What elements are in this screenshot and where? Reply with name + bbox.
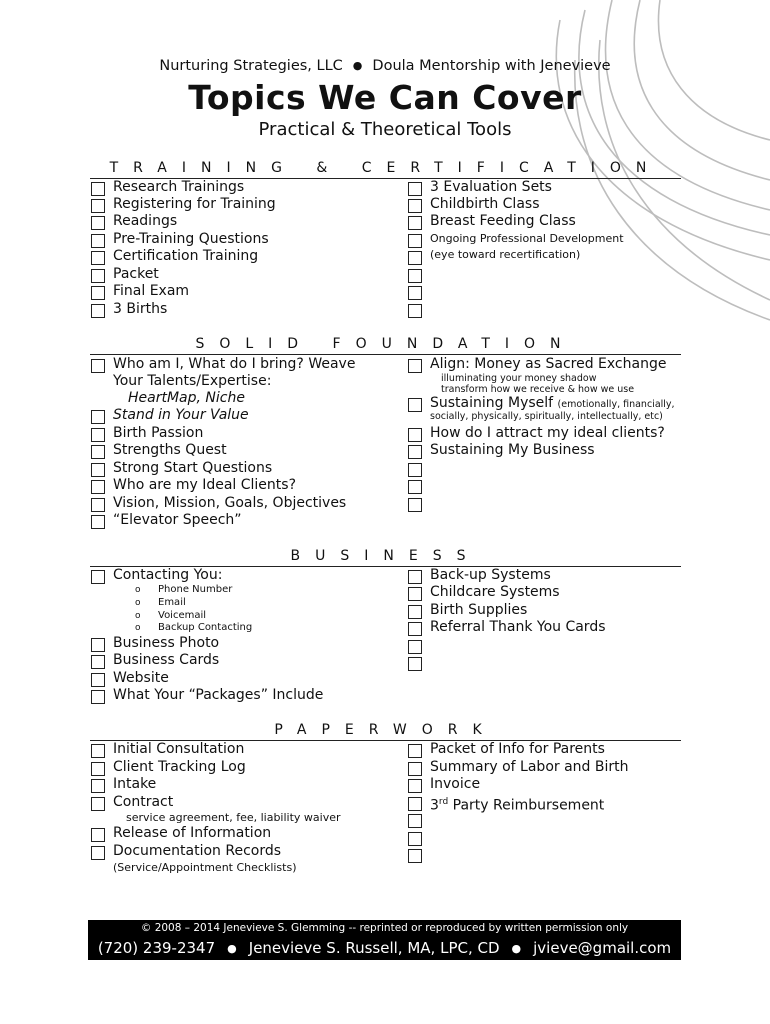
list-item: Invoice bbox=[430, 776, 481, 792]
sub-list-item bbox=[135, 584, 232, 596]
checkbox[interactable] bbox=[408, 398, 422, 412]
sub-bullet-marker: o bbox=[135, 623, 141, 633]
list-item: “Elevator Speech” bbox=[113, 512, 242, 528]
section-heading-training: TRAINING & CERTIFICATION bbox=[109, 160, 662, 176]
checkbox[interactable] bbox=[408, 762, 422, 776]
organization-line bbox=[0, 58, 770, 74]
checkbox[interactable] bbox=[91, 744, 105, 758]
list-item: 3 Births bbox=[113, 301, 168, 317]
checkbox[interactable] bbox=[91, 216, 105, 230]
checkbox[interactable] bbox=[408, 849, 422, 863]
list-item: Certification Training bbox=[113, 248, 259, 264]
sub-list-item-text: Backup Contacting bbox=[158, 622, 253, 633]
list-item: Who are my Ideal Clients? bbox=[113, 477, 296, 493]
bullet-separator: ● bbox=[511, 942, 522, 955]
checkbox[interactable] bbox=[408, 744, 422, 758]
list-item: Childbirth Class bbox=[430, 196, 540, 212]
list-item: Sustaining My Business bbox=[430, 442, 595, 458]
email-address: jvieve@gmail.com bbox=[533, 939, 672, 957]
list-item: Back-up Systems bbox=[430, 567, 551, 583]
heartmap-text: HeartMap, Niche bbox=[128, 390, 245, 406]
list-item: Breast Feeding Class bbox=[430, 213, 576, 229]
checkbox[interactable] bbox=[91, 846, 105, 860]
sub-list-item bbox=[135, 610, 206, 622]
checkbox[interactable] bbox=[91, 463, 105, 477]
checkbox[interactable] bbox=[408, 182, 422, 196]
checkbox[interactable] bbox=[408, 605, 422, 619]
list-item-note: transform how we receive & how we use bbox=[441, 384, 635, 395]
list-item bbox=[430, 395, 675, 412]
checkbox[interactable] bbox=[408, 199, 422, 213]
checkbox[interactable] bbox=[408, 428, 422, 442]
checkbox[interactable] bbox=[408, 587, 422, 601]
list-item: Final Exam bbox=[113, 283, 190, 299]
list-item: Initial Consultation bbox=[113, 741, 245, 757]
checkbox[interactable] bbox=[91, 445, 105, 459]
checkbox[interactable] bbox=[408, 570, 422, 584]
bullet-separator: ● bbox=[352, 59, 363, 72]
checkbox[interactable] bbox=[408, 463, 422, 477]
checkbox[interactable] bbox=[408, 445, 422, 459]
checkbox[interactable] bbox=[91, 673, 105, 687]
list-item-note: (Service/Appointment Checklists) bbox=[113, 861, 297, 874]
list-item: Pre-Training Questions bbox=[113, 231, 269, 247]
checkbox[interactable] bbox=[91, 638, 105, 652]
checkbox[interactable] bbox=[408, 640, 422, 654]
list-item: Registering for Training bbox=[113, 196, 276, 212]
page-subtitle: Practical & Theoretical Tools bbox=[258, 119, 512, 140]
ordinal-suffix: rd bbox=[438, 797, 449, 807]
section-heading-foundation: SOLID FOUNDATION bbox=[195, 336, 576, 352]
checkbox[interactable] bbox=[91, 655, 105, 669]
sub-list-item-text: Email bbox=[158, 597, 186, 608]
copyright-notice: © 2008 – 2014 Jenevieve S. Glemming -- reprinted or reproduced by written permission only bbox=[140, 922, 629, 934]
list-item: Business Cards bbox=[113, 652, 220, 668]
list-item: Release of Information bbox=[113, 825, 272, 841]
checkbox[interactable] bbox=[408, 304, 422, 318]
checkbox[interactable] bbox=[91, 182, 105, 196]
author-name: Jenevieve S. Russell, MA, LPC, CD bbox=[248, 939, 500, 957]
checkbox[interactable] bbox=[91, 762, 105, 776]
list-item: Client Tracking Log bbox=[113, 759, 246, 775]
contact-line bbox=[88, 939, 681, 957]
sustaining-myself-text: Sustaining Myself bbox=[430, 395, 554, 411]
list-item: Packet of Info for Parents bbox=[430, 741, 605, 757]
list-item: Research Trainings bbox=[113, 179, 245, 195]
stand-in-value-text: Stand in Your Value bbox=[113, 407, 249, 423]
list-item: What Your “Packages” Include bbox=[113, 687, 324, 703]
checkbox[interactable] bbox=[408, 814, 422, 828]
checkbox[interactable] bbox=[408, 251, 422, 265]
checkbox[interactable] bbox=[91, 570, 105, 584]
list-item: Align: Money as Sacred Exchange bbox=[430, 356, 667, 372]
list-item: Strong Start Questions bbox=[113, 460, 273, 476]
list-item: 3 Evaluation Sets bbox=[430, 179, 552, 195]
checkbox[interactable] bbox=[91, 251, 105, 265]
checkbox[interactable] bbox=[408, 498, 422, 512]
checkbox[interactable] bbox=[408, 480, 422, 494]
program-name: Doula Mentorship with Jenevieve bbox=[372, 58, 611, 74]
section-heading-paperwork: PAPERWORK bbox=[274, 722, 497, 738]
checkbox[interactable] bbox=[408, 779, 422, 793]
checkbox[interactable] bbox=[408, 622, 422, 636]
checkbox[interactable] bbox=[91, 286, 105, 300]
checkbox[interactable] bbox=[91, 498, 105, 512]
checkbox[interactable] bbox=[91, 779, 105, 793]
checkbox[interactable] bbox=[91, 269, 105, 283]
checkbox[interactable] bbox=[91, 480, 105, 494]
list-item: Who am I, What do I bring? Weave bbox=[113, 356, 356, 372]
list-item-continued bbox=[128, 390, 245, 407]
footer-bar bbox=[88, 920, 681, 960]
list-item-note: illuminating your money shadow bbox=[441, 373, 597, 384]
org-name: Nurturing Strategies, LLC bbox=[159, 58, 343, 74]
checkbox[interactable] bbox=[408, 797, 422, 811]
list-item-note: (emotionally, financially, bbox=[557, 399, 675, 410]
checkbox[interactable] bbox=[408, 832, 422, 846]
list-item: Referral Thank You Cards bbox=[430, 619, 606, 635]
phone-number: (720) 239-2347 bbox=[97, 939, 216, 957]
list-item: Contract bbox=[113, 794, 174, 810]
sub-list-item bbox=[135, 597, 186, 609]
bullet-separator: ● bbox=[227, 942, 237, 955]
checkbox[interactable] bbox=[91, 690, 105, 704]
list-item: Contacting You: bbox=[113, 567, 223, 583]
checkbox[interactable] bbox=[408, 269, 422, 283]
list-item-note: (eye toward recertification) bbox=[430, 248, 581, 261]
list-item bbox=[430, 794, 604, 815]
reimbursement-text: Party Reimbursement bbox=[452, 797, 605, 814]
sub-bullet-marker: o bbox=[135, 585, 141, 595]
checkbox[interactable] bbox=[408, 359, 422, 373]
list-item-note: socially, physically, spiritually, intellectually, etc) bbox=[430, 411, 663, 422]
sub-list-item bbox=[135, 622, 252, 634]
page-title: Topics We Can Cover bbox=[188, 78, 582, 117]
checkbox[interactable] bbox=[91, 797, 105, 811]
list-item: Website bbox=[113, 670, 169, 686]
sub-bullet-marker: o bbox=[135, 611, 141, 621]
checkbox[interactable] bbox=[91, 428, 105, 442]
list-item: How do I attract my ideal clients? bbox=[430, 425, 665, 441]
list-item: Vision, Mission, Goals, Objectives bbox=[113, 495, 347, 511]
checkbox[interactable] bbox=[91, 359, 105, 373]
checkbox[interactable] bbox=[91, 234, 105, 248]
checkbox[interactable] bbox=[408, 216, 422, 230]
ordinal-number: 3 bbox=[430, 797, 439, 814]
list-item bbox=[113, 407, 249, 424]
sub-list-item-text: Phone Number bbox=[158, 584, 233, 595]
list-item: Business Photo bbox=[113, 635, 220, 651]
list-item: Ongoing Professional Development bbox=[430, 232, 624, 245]
checkbox[interactable] bbox=[408, 286, 422, 300]
checkbox[interactable] bbox=[91, 304, 105, 318]
list-item: Childcare Systems bbox=[430, 584, 560, 600]
checkbox[interactable] bbox=[91, 199, 105, 213]
list-item: Birth Supplies bbox=[430, 602, 528, 618]
section-rule bbox=[90, 354, 681, 355]
checkbox[interactable] bbox=[91, 828, 105, 842]
checkbox[interactable] bbox=[91, 410, 105, 424]
sub-list-item-text: Voicemail bbox=[158, 610, 207, 621]
checkbox[interactable] bbox=[91, 515, 105, 529]
list-item: Birth Passion bbox=[113, 425, 204, 441]
checkbox[interactable] bbox=[408, 657, 422, 671]
list-item: Packet bbox=[113, 266, 159, 282]
list-item: Readings bbox=[113, 213, 178, 229]
section-heading-business: BUSINESS bbox=[290, 548, 481, 564]
sub-bullet-marker: o bbox=[135, 598, 141, 608]
list-item: Documentation Records bbox=[113, 843, 282, 859]
list-item: Intake bbox=[113, 776, 157, 792]
list-item-continued: Your Talents/Expertise: bbox=[113, 373, 272, 389]
list-item: Summary of Labor and Birth bbox=[430, 759, 629, 775]
checkbox[interactable] bbox=[408, 234, 422, 248]
list-item-note: service agreement, fee, liability waiver bbox=[126, 811, 341, 824]
list-item: Strengths Quest bbox=[113, 442, 227, 458]
